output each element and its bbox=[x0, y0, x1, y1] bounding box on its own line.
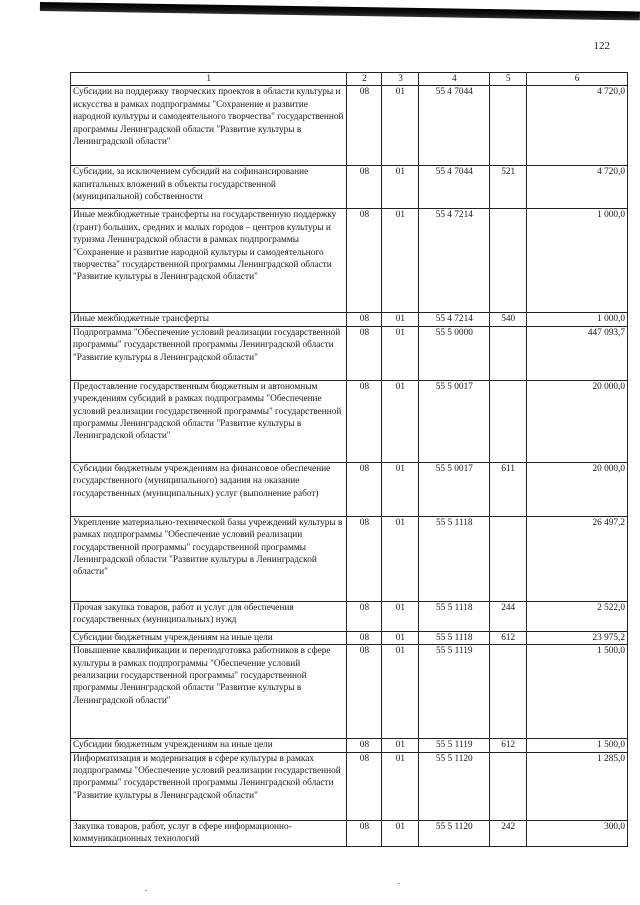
section-code-cell: 08 bbox=[347, 313, 382, 326]
section-code-cell: 08 bbox=[347, 326, 382, 380]
subsection-code-cell: 01 bbox=[382, 752, 419, 820]
section-code-cell: 08 bbox=[347, 166, 382, 209]
target-article-cell: 55 4 7214 bbox=[419, 209, 490, 313]
expense-type-cell: 611 bbox=[490, 462, 527, 516]
table-row bbox=[71, 380, 628, 462]
scan-speck bbox=[145, 890, 147, 891]
table-row bbox=[71, 86, 628, 166]
row-name-cell: Подпрограмма "Обеспечение условий реализации государственной программы" государственной программы Ленинградской области "Развитие культуры в Ленинградской области" bbox=[71, 326, 347, 380]
target-article-cell: 55 5 0017 bbox=[419, 380, 490, 462]
target-article-cell: 55 5 0017 bbox=[419, 462, 490, 516]
row-name-cell: Субсидии бюджетным учреждениям на финансовое обеспечение государственного (муниципального) задания на оказание государственных (муниципальных) услуг (выполнение работ) bbox=[71, 462, 347, 516]
page-number: 122 bbox=[593, 40, 610, 52]
section-code-cell: 08 bbox=[347, 752, 382, 820]
row-name-cell: Предоставление государственным бюджетным и автономным учреждениям субсидий в рамках подпрограммы "Обеспечение условий реализации государственной программы" государственной программы Ленинградской области "Развитие культуры в Ленинградской области" bbox=[71, 380, 347, 462]
table-row bbox=[71, 645, 628, 739]
row-name-cell: Иные межбюджетные трансферты bbox=[71, 313, 347, 326]
header-cell: 1 bbox=[71, 73, 347, 86]
target-article-cell: 55 4 7044 bbox=[419, 86, 490, 166]
subsection-code-cell: 01 bbox=[382, 739, 419, 752]
target-article-cell: 55 4 7044 bbox=[419, 166, 490, 209]
section-code-cell: 08 bbox=[347, 209, 382, 313]
amount-cell: 1 500,0 bbox=[527, 645, 628, 739]
row-name-cell: Прочая закупка товаров, работ и услуг для обеспечения государственных (муниципальных) нужд bbox=[71, 601, 347, 631]
table-row bbox=[71, 739, 628, 752]
target-article-cell: 55 5 1119 bbox=[419, 739, 490, 752]
subsection-code-cell: 01 bbox=[382, 380, 419, 462]
header-cell: 6 bbox=[527, 73, 628, 86]
table-header-row bbox=[71, 73, 628, 86]
amount-cell: 26 497,2 bbox=[527, 516, 628, 601]
row-name-cell: Повышение квалификации и переподготовка работников в сфере культуры в рамках подпрограммы "Обеспечение условий реализации государственной программы" государственной программы Ленинградской области "Развитие культуры в Ленинградской области" bbox=[71, 645, 347, 739]
section-code-cell: 08 bbox=[347, 739, 382, 752]
expense-type-cell: 540 bbox=[490, 313, 527, 326]
section-code-cell: 08 bbox=[347, 516, 382, 601]
subsection-code-cell: 01 bbox=[382, 645, 419, 739]
subsection-code-cell: 01 bbox=[382, 209, 419, 313]
row-name-cell: Иные межбюджетные трансферты на государственную поддержку (грант) больших, средних и малых городов – центров культуры и туризма Ленинградской области в рамках подпрограммы "Сохранение и развитие народной культуры и самодеятельного творчества" государственной программы Ленинградской области "Развитие культуры в Ленинградской области" bbox=[71, 209, 347, 313]
row-name-cell: Закупка товаров, работ, услуг в сфере информационно-коммуникационных технологий bbox=[71, 820, 347, 846]
expense-type-cell bbox=[490, 209, 527, 313]
row-name-cell: Информатизация и модернизация в сфере культуры в рамках подпрограммы "Обеспечение условий реализации государственной программы" государственной программы Ленинградской области "Развитие культуры в Ленинградской области" bbox=[71, 752, 347, 820]
section-code-cell: 08 bbox=[347, 601, 382, 631]
table-row bbox=[71, 631, 628, 644]
row-name-cell: Субсидии бюджетным учреждениям на иные цели bbox=[71, 739, 347, 752]
section-code-cell: 08 bbox=[347, 380, 382, 462]
target-article-cell: 55 5 1119 bbox=[419, 645, 490, 739]
amount-cell: 23 975,2 bbox=[527, 631, 628, 644]
header-cell: 4 bbox=[419, 73, 490, 86]
header-cell: 3 bbox=[382, 73, 419, 86]
amount-cell: 1 000,0 bbox=[527, 313, 628, 326]
amount-cell: 4 720,0 bbox=[527, 166, 628, 209]
target-article-cell: 55 5 1118 bbox=[419, 516, 490, 601]
subsection-code-cell: 01 bbox=[382, 601, 419, 631]
target-article-cell: 55 5 1118 bbox=[419, 631, 490, 644]
subsection-code-cell: 01 bbox=[382, 631, 419, 644]
amount-cell: 20 000,0 bbox=[527, 462, 628, 516]
expense-type-cell: 612 bbox=[490, 739, 527, 752]
expense-type-cell bbox=[490, 86, 527, 166]
subsection-code-cell: 01 bbox=[382, 166, 419, 209]
subsection-code-cell: 01 bbox=[382, 86, 419, 166]
header-cell: 5 bbox=[490, 73, 527, 86]
table-row bbox=[71, 462, 628, 516]
table-row bbox=[71, 326, 628, 380]
amount-cell: 2 522,0 bbox=[527, 601, 628, 631]
row-name-cell: Субсидии бюджетным учреждениям на иные цели bbox=[71, 631, 347, 644]
subsection-code-cell: 01 bbox=[382, 326, 419, 380]
expense-type-cell bbox=[490, 380, 527, 462]
section-code-cell: 08 bbox=[347, 631, 382, 644]
table-row bbox=[71, 313, 628, 326]
expense-type-cell bbox=[490, 645, 527, 739]
expense-type-cell: 521 bbox=[490, 166, 527, 209]
table-row bbox=[71, 166, 628, 209]
amount-cell: 1 285,0 bbox=[527, 752, 628, 820]
expense-type-cell: 612 bbox=[490, 631, 527, 644]
amount-cell: 300,0 bbox=[527, 820, 628, 846]
amount-cell: 4 720,0 bbox=[527, 86, 628, 166]
target-article-cell: 55 5 0000 bbox=[419, 326, 490, 380]
target-article-cell: 55 5 1120 bbox=[419, 820, 490, 846]
table-row bbox=[71, 752, 628, 820]
section-code-cell: 08 bbox=[347, 462, 382, 516]
row-name-cell: Субсидии, за исключением субсидий на софинансирование капитальных вложений в объекты государственной (муниципальной) собственности bbox=[71, 166, 347, 209]
subsection-code-cell: 01 bbox=[382, 313, 419, 326]
subsection-code-cell: 01 bbox=[382, 516, 419, 601]
scan-edge-artifact bbox=[40, 2, 640, 20]
scan-speck bbox=[398, 883, 400, 884]
expense-type-cell: 244 bbox=[490, 601, 527, 631]
amount-cell: 1 000,0 bbox=[527, 209, 628, 313]
table-row bbox=[71, 209, 628, 313]
expense-type-cell: 242 bbox=[490, 820, 527, 846]
expense-type-cell bbox=[490, 752, 527, 820]
table-row bbox=[71, 820, 628, 846]
amount-cell: 20 000,0 bbox=[527, 380, 628, 462]
header-cell: 2 bbox=[347, 73, 382, 86]
amount-cell: 1 500,0 bbox=[527, 739, 628, 752]
budget-table bbox=[70, 72, 628, 847]
row-name-cell: Субсидии на поддержку творческих проектов в области культуры и искусства в рамках подпрограммы "Сохранение и развитие народной культуры и самодеятельного творчества" государственной программы Ленинградской области "Развитие культуры в Ленинградской области" bbox=[71, 86, 347, 166]
subsection-code-cell: 01 bbox=[382, 462, 419, 516]
section-code-cell: 08 bbox=[347, 645, 382, 739]
subsection-code-cell: 01 bbox=[382, 820, 419, 846]
section-code-cell: 08 bbox=[347, 86, 382, 166]
table-row bbox=[71, 601, 628, 631]
target-article-cell: 55 5 1120 bbox=[419, 752, 490, 820]
amount-cell: 447 093,7 bbox=[527, 326, 628, 380]
target-article-cell: 55 4 7214 bbox=[419, 313, 490, 326]
table-row bbox=[71, 516, 628, 601]
target-article-cell: 55 5 1118 bbox=[419, 601, 490, 631]
row-name-cell: Укрепление материально-технической базы учреждений культуры в рамках подпрограммы "Обеспечение условий реализации государственной программы" государственной программы Ленинградской области "Развитие культуры в Ленинградской области" bbox=[71, 516, 347, 601]
expense-type-cell bbox=[490, 516, 527, 601]
expense-type-cell bbox=[490, 326, 527, 380]
section-code-cell: 08 bbox=[347, 820, 382, 846]
